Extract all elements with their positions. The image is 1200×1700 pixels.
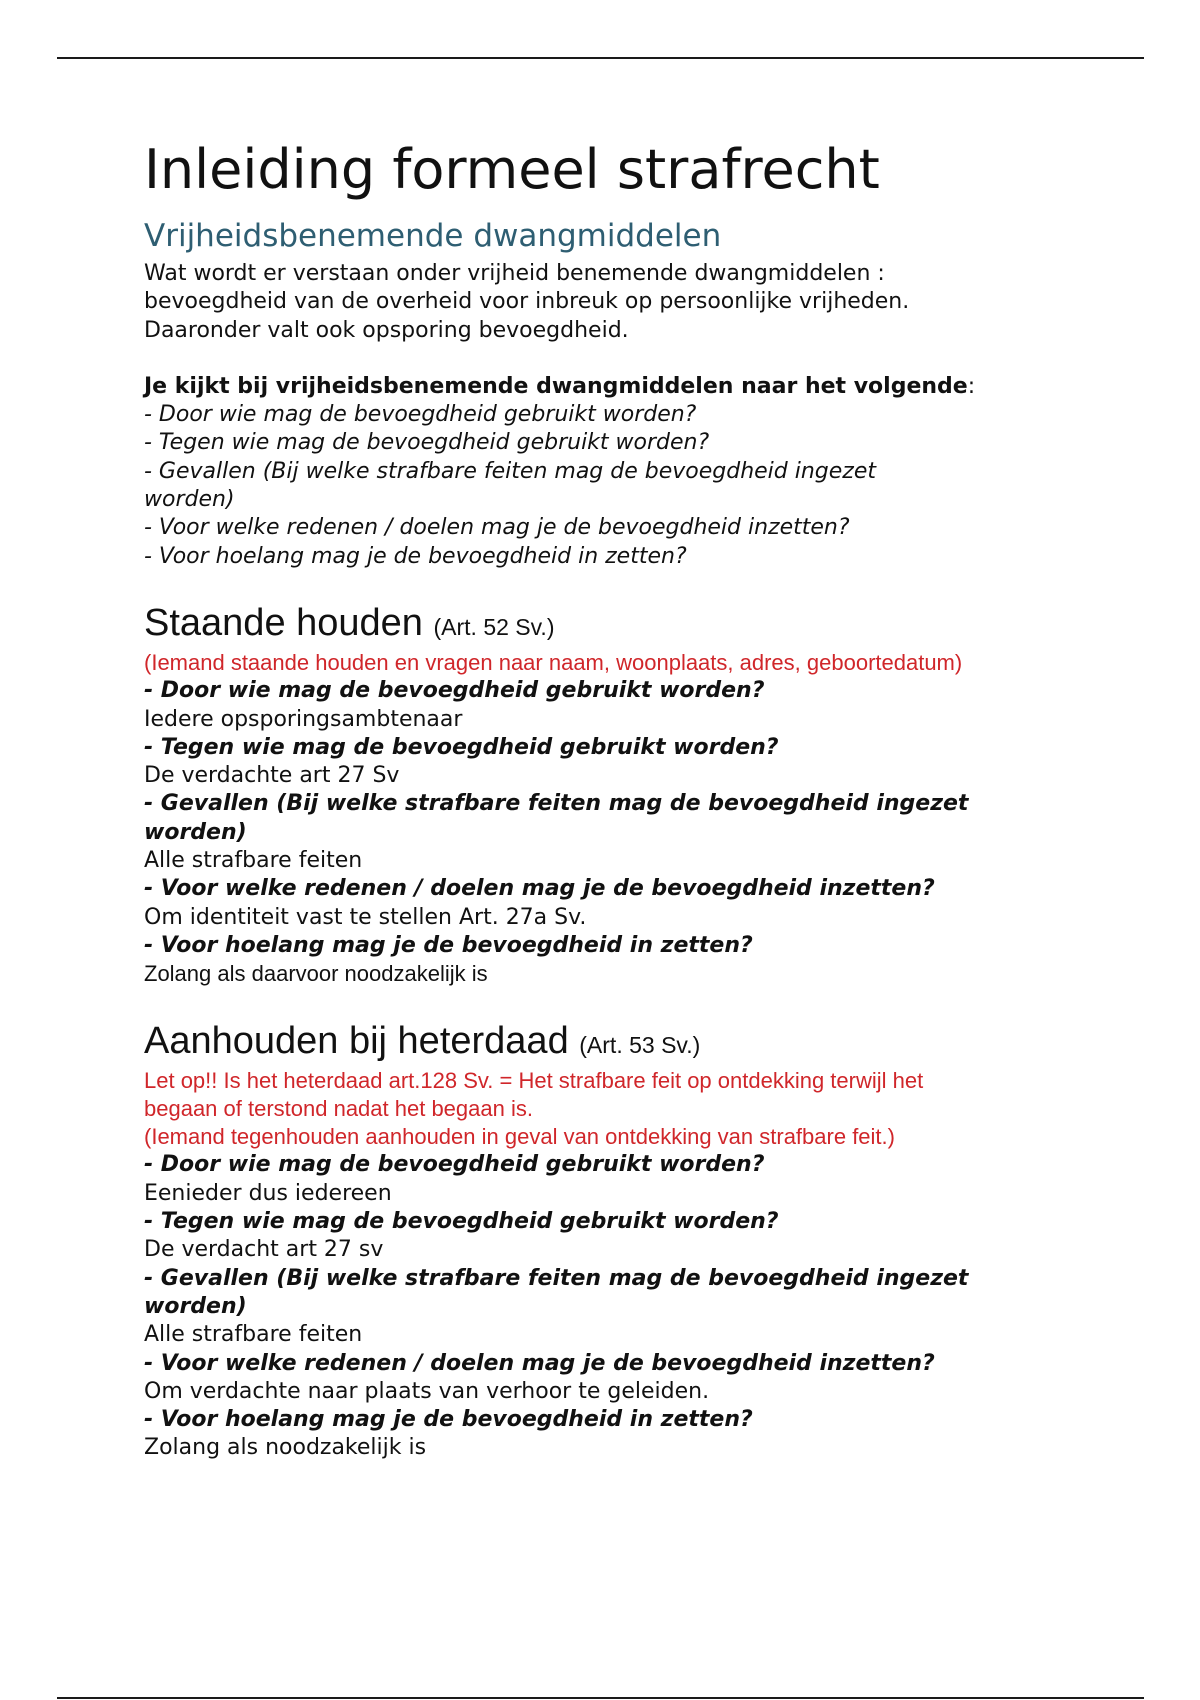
question: - Voor welke redenen / doelen mag je de bevoegdheid inzetten? [144, 876, 935, 902]
intro-paragraph [144, 260, 1094, 345]
header-rule [57, 57, 1144, 59]
answer: Alle strafbare feiten [144, 848, 363, 874]
criteria-item: - Voor hoelang mag je de bevoegdheid in zetten? [144, 543, 687, 569]
answer: Zolang als daarvoor noodzakelijk is [144, 961, 488, 987]
answer: Alle strafbare feiten [144, 1322, 363, 1348]
question: - Voor welke redenen / doelen mag je de bevoegdheid inzetten? [144, 1350, 935, 1376]
answer: Om identiteit vast te stellen Art. 27a Sv. [144, 904, 587, 930]
article-reference: (Art. 52 Sv.) [433, 613, 555, 640]
criteria-item: - Tegen wie mag de bevoegdheid gebruikt worden? [144, 430, 710, 456]
question: - Tegen wie mag de bevoegdheid gebruikt worden? [144, 1209, 779, 1235]
criteria-item: - Gevallen (Bij welke strafbare feiten mag de bevoegdheid ingezet [144, 458, 877, 484]
question: - Gevallen (Bij welke strafbare feiten mag de bevoegdheid ingezet [144, 1265, 969, 1291]
answer: Om verdachte naar plaats van verhoor te geleiden. [144, 1378, 710, 1404]
question: - Tegen wie mag de bevoegdheid gebruikt worden? [144, 734, 779, 760]
question: - Gevallen (Bij welke strafbare feiten mag de bevoegdheid ingezet [144, 791, 969, 817]
section-note: (Iemand staande houden en vragen naar naam, woonplaats, adres, geboortedatum) [144, 649, 963, 675]
criteria-item: - Voor welke redenen / doelen mag je de bevoegdheid inzetten? [144, 515, 850, 541]
criteria-list [144, 373, 1094, 571]
criteria-item: - Door wie mag de bevoegdheid gebruikt worden? [144, 402, 697, 428]
question: - Voor hoelang mag je de bevoegdheid in zetten? [144, 1407, 753, 1433]
section-note: (Iemand tegenhouden aanhouden in geval van ontdekking van strafbare feit.) [144, 1124, 895, 1150]
answer: Zolang als noodzakelijk is [144, 1435, 427, 1461]
footer-rule [57, 1697, 1144, 1699]
answer: De verdacht art 27 sv [144, 1237, 384, 1263]
section-title: Staande houden (Art. 52 Sv.) [144, 601, 555, 644]
intro-line: Daaronder valt ook opsporing bevoegdheid. [144, 317, 629, 343]
answer: Iedere opsporingsambtenaar [144, 706, 463, 732]
answer: Eenieder dus iedereen [144, 1180, 392, 1206]
section-staande-houden [144, 601, 1094, 989]
document-subtitle: Vrijheidsbenemende dwangmiddelen [144, 218, 722, 254]
article-reference: (Art. 53 Sv.) [579, 1031, 701, 1058]
section-title: Aanhouden bij heterdaad (Art. 53 Sv.) [144, 1019, 701, 1062]
document-title: Inleiding formeel strafrecht [144, 138, 880, 201]
document-body [144, 138, 1094, 1463]
intro-line: bevoegdheid van de overheid voor inbreuk op persoonlijke vrijheden. [144, 289, 910, 315]
section-aanhouden-heterdaad [144, 1019, 1094, 1463]
criteria-item: worden) [144, 487, 235, 513]
question: worden) [144, 819, 247, 845]
question: - Door wie mag de bevoegdheid gebruikt worden? [144, 1152, 765, 1178]
criteria-heading: Je kijkt bij vrijheidsbenemende dwangmiddelen naar het volgende: [144, 373, 976, 399]
question: worden) [144, 1293, 247, 1319]
section-note: begaan of terstond nadat het begaan is. [144, 1095, 533, 1121]
answer: De verdachte art 27 Sv [144, 763, 400, 789]
question: - Door wie mag de bevoegdheid gebruikt worden? [144, 678, 765, 704]
section-note: Let op!! Is het heterdaad art.128 Sv. = Het strafbare feit op ontdekking terwijl het [144, 1067, 924, 1093]
intro-line: Wat wordt er verstaan onder vrijheid benemende dwangmiddelen : [144, 261, 885, 286]
question: - Voor hoelang mag je de bevoegdheid in zetten? [144, 932, 753, 958]
